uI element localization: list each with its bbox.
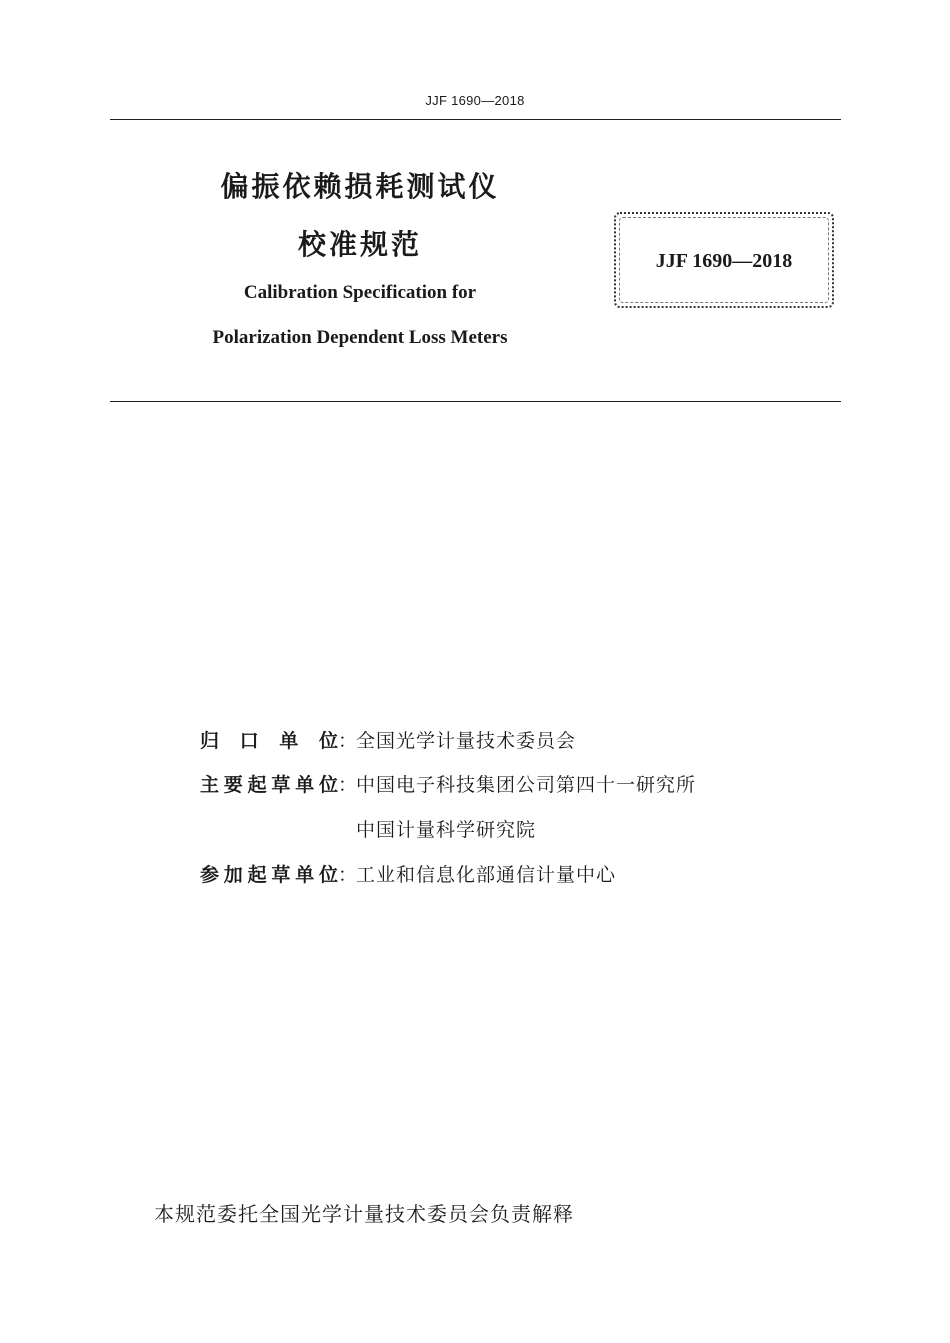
- specification-code-box: [614, 212, 834, 308]
- colon: ：: [338, 864, 358, 886]
- participating-drafting-unit-row: [200, 860, 616, 890]
- title-block: [150, 162, 570, 350]
- colon: ：: [338, 730, 358, 752]
- title-english-line-1: Calibration Specification for: [243, 282, 477, 303]
- main-drafting-unit-row: [200, 770, 696, 800]
- document-code-header: JJF 1690—2018: [425, 93, 525, 108]
- main-drafting-unit-value-1: 中国电子科技集团公司第四十一研究所: [356, 774, 697, 796]
- responsible-unit-row: [200, 726, 576, 756]
- specification-code: JJF 1690—2018: [655, 250, 793, 272]
- main-drafting-unit-row-2: [200, 815, 536, 845]
- colon: ：: [338, 774, 358, 796]
- interpretation-note: 本规范委托全国光学计量技术委员会负责解释: [154, 1202, 574, 1226]
- responsible-unit-label: 归口单位: [200, 730, 338, 752]
- bottom-rule: [110, 401, 841, 402]
- title-chinese-line-1: 偏振依赖损耗测试仪: [220, 170, 500, 203]
- main-drafting-unit-label: 主要起草单位: [200, 774, 338, 796]
- title-english-line-2: Polarization Dependent Loss Meters: [212, 327, 508, 348]
- participating-drafting-unit-value: 工业和信息化部通信计量中心: [356, 864, 617, 886]
- responsible-unit-value: 全国光学计量技术委员会: [356, 730, 577, 752]
- participating-drafting-unit-label: 参加起草单位: [200, 864, 338, 886]
- title-chinese-line-2: 校准规范: [297, 228, 422, 261]
- main-drafting-unit-value-2: 中国计量科学研究院: [356, 819, 537, 841]
- top-rule: [110, 119, 841, 120]
